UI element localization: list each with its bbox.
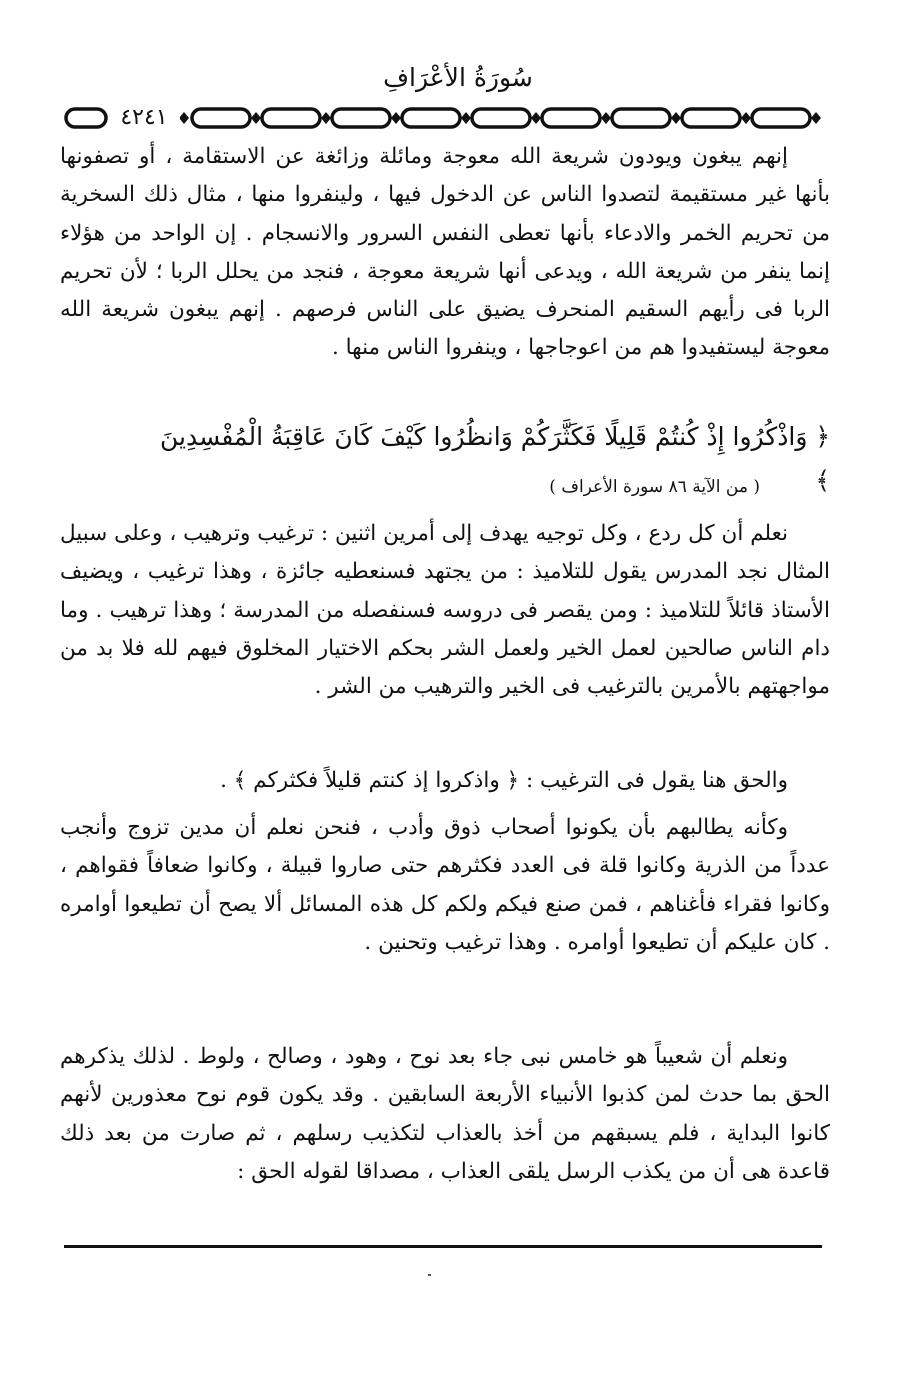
paragraph-4: وكأنه يطالبهم بأن يكونوا أصحاب ذوق وأدب ، فنحن نعلم أن مدين تزوج وأنجب عدداً من الذرية وكانوا قلة فى العدد فكثرهم حتى صاروا قبيلة ، وكانوا ضعافاً فقواهم ، وكانوا فقراء فأغناهم ، فمن صنع فيكم ولكم كل هذه المسائل ألا يصح أن تطيعوا أوامره . كان عليكم أن تطيعوا أوامره . وهذا ترغيب وتحنين .	[60, 815, 830, 955]
paragraph-2: نعلم أن كل ردع ، وكل توجيه يهدف إلى أمرين اثنين : ترغيب وترهيب ، وعلى سبيل المثال نجد المدرس يقول للتلاميذ : من يجتهد فسنعطيه جائزة ، وهذا ترغيب ، ويضيف الأستاذ قائلاً للتلاميذ : ومن يقصر فى دروسه فسنفصله من المدرسة ؛ وهذا ترهيب . وما دام الناس صالحين لعمل الخير ولعمل الشر بحكم الاختيار المخلوق فيهم لله فلا بد من مواجهتهم بالأمرين بالترغيب فى الخير والترهيب من الشر .	[60, 521, 830, 700]
paragraph-3: والحق هنا يقول فى الترغيب : ﴿ واذكروا إذ كنتم قليلاً فكثركم ﴾ .	[220, 768, 788, 793]
paragraph-1: إنهم يبغون ويودون شريعة الله معوجة ومائلة وزائغة عن الاستقامة ، أو تصفونها بأنها غير مستقيمة لتصدوا الناس عن الدخول فيها ، ولينفروا منها ، مثال ذلك السخرية من تحريم الخمر والادعاء بأنها تعطى النفس السرور والانسجام . إن الواحد من هؤلاء إنما ينفر من شريعة الله ، ويدعى أنها شريعة معوجة ، فنجد من يحلل الربا ؛ لأن تحريم الربا فى رأيهم السقيم المنحرف يضيق على الناس فرصهم . إنهم يبغون شريعة الله معوجة ليستفيدوا هم من اعوجاجها ، وينفروا الناس منها .	[60, 144, 830, 361]
page-number: ٤٢٤١	[108, 102, 180, 134]
quran-verse: ﴿ وَاذْكُرُوا إِذْ كُنتُمْ قَلِيلًا فَكَثَّرَكُمْ وَانظُرُوا كَيْفَ كَانَ عَاقِبَةُ الْمُفْسِدِينَ ﴾	[159, 422, 830, 495]
footer-rule	[64, 1245, 822, 1248]
scan-speck	[428, 1274, 431, 1276]
verse-reference: ( من الآية ٨٦ سورة الأعراف )	[549, 477, 760, 497]
surah-title: سُورَةُ الأعْرَافِ	[383, 63, 533, 92]
paragraph-5: ونعلم أن شعيباً هو خامس نبى جاء بعد نوح ، وهود ، وصالح ، ولوط . لذلك يذكرهم الحق بما حدث لمن كذبوا الأنبياء الأربعة السابقين . وقد يكون قوم نوح معذورين لأنهم كانوا البداية ، فلم يسبقهم من أخذ بالعذاب لتكذيب رسلهم ، ثم صارت من بعد ذلك قاعدة هى أن من يكذب الرسل يلقى العذاب ، مصداقا لقوله الحق :	[60, 1044, 830, 1184]
